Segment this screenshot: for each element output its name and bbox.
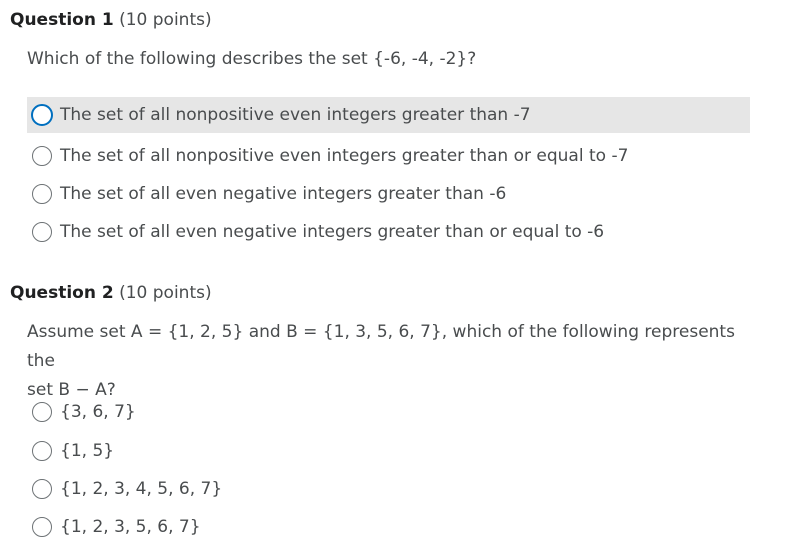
option-label: The set of all even negative integers greater than -6 [60, 184, 507, 204]
radio-button[interactable] [32, 184, 52, 204]
question-1-prompt: Which of the following describes the set {-6, -4, -2}? [27, 49, 477, 69]
question-2-prompt-line-1: Assume set A = {1, 2, 5} and B = {1, 3, 5, 6, 7}, which of the following represents the [27, 322, 735, 371]
option-label: The set of all nonpositive even integers greater than or equal to -7 [60, 146, 629, 166]
radio-button[interactable] [32, 402, 52, 422]
question-1-option-2[interactable] [27, 138, 750, 174]
radio-button[interactable] [31, 104, 53, 126]
question-2-option-3[interactable] [27, 471, 750, 507]
question-2-points: (10 points) [119, 283, 212, 303]
question-1-option-1[interactable] [27, 97, 750, 133]
radio-button[interactable] [32, 479, 52, 499]
question-2-number: Question 2 [10, 283, 114, 303]
question-1-option-4[interactable] [27, 214, 750, 250]
radio-button[interactable] [32, 222, 52, 242]
option-label: {3, 6, 7} [60, 402, 136, 422]
option-label: {1, 2, 3, 5, 6, 7} [60, 517, 201, 537]
question-2-option-2[interactable] [27, 433, 750, 469]
radio-button[interactable] [32, 441, 52, 461]
question-2-header [10, 283, 212, 303]
radio-button[interactable] [32, 517, 52, 537]
question-1-points: (10 points) [119, 10, 212, 30]
question-2-prompt [27, 318, 757, 405]
question-1-header [10, 10, 212, 30]
question-2-option-1[interactable] [27, 394, 750, 430]
question-1-number: Question 1 [10, 10, 114, 30]
option-label: {1, 2, 3, 4, 5, 6, 7} [60, 479, 223, 499]
radio-button[interactable] [32, 146, 52, 166]
question-2-option-4[interactable] [27, 509, 750, 545]
question-1-option-3[interactable] [27, 176, 750, 212]
question-2-prompt-line-2: set B − A? [27, 380, 116, 400]
option-label: The set of all nonpositive even integers greater than -7 [60, 105, 531, 125]
option-label: The set of all even negative integers greater than or equal to -6 [60, 222, 605, 242]
option-label: {1, 5} [60, 441, 115, 461]
